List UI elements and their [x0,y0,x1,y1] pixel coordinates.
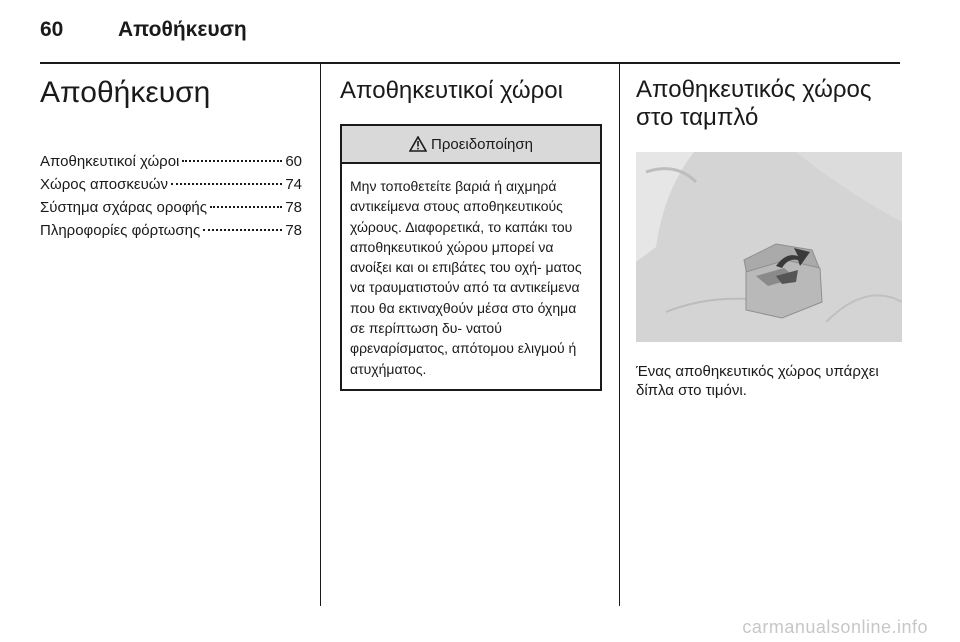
toc-entry-label: Σύστημα σχάρας οροφής [40,199,207,216]
toc-leader-dots [203,229,282,231]
toc-leader-dots [182,160,282,162]
watermark: carmanualsonline.info [742,617,928,637]
toc-entry-label: Αποθηκευτικοί χώροι [40,153,180,170]
dashboard-storage-illustration [636,152,902,342]
warning-triangle-icon [409,136,427,152]
warning-label: Προειδοποίηση [431,135,533,153]
toc-entry[interactable] [40,196,302,219]
toc-entry[interactable] [40,150,302,173]
toc-entry-label: Χώρος αποσκευών [40,176,168,193]
illustration-drawing [636,152,902,342]
toc-leader-dots [171,183,282,185]
column-divider [320,64,321,606]
toc-entry[interactable] [40,219,302,242]
header-rule [40,62,900,64]
table-of-contents [40,150,302,242]
page-number: 60 [40,18,64,41]
toc-entry-page: 74 [285,176,302,193]
dashboard-storage-title: Αποθηκευτικός χώρος στο ταμπλό [636,76,872,131]
toc-column [40,76,302,242]
toc-entry-page: 78 [285,199,302,216]
toc-entry-label: Πληροφορίες φόρτωσης [40,222,201,239]
toc-entry-page: 78 [285,222,302,239]
warning-box [340,124,602,391]
toc-entry[interactable] [40,173,302,196]
toc-leader-dots [210,206,282,208]
dashboard-storage-column [636,76,902,400]
illustration-caption: Ένας αποθηκευτικός χώρος υπάρχει δίπλα στο τιμόνι. [636,363,879,399]
storage-column [340,76,602,391]
warning-text: Μην τοποθετείτε βαριά ή αιχμηρά αντικείμενα στους αποθηκευτικούς χώρους. Διαφορετικά, το καπάκι του αποθηκευτικού χώρου μπορεί να ανοίξει και οι επιβάτες του οχή- ματος να τραυματιστούν από τα αντικείμενα που θα εκτιναχθούν μέσα στο όχημα σε περίπτωση δυ- νατού φρεναρίσματος, απότομου ελιγμού ή ατυχήματος. [350,178,582,377]
column-divider [619,64,620,606]
storage-section-title: Αποθηκευτικοί χώροι [340,77,563,104]
warning-header [342,126,600,164]
running-header-title: Αποθήκευση [118,18,247,41]
section-title: Αποθήκευση [40,76,211,109]
toc-entry-page: 60 [285,153,302,170]
